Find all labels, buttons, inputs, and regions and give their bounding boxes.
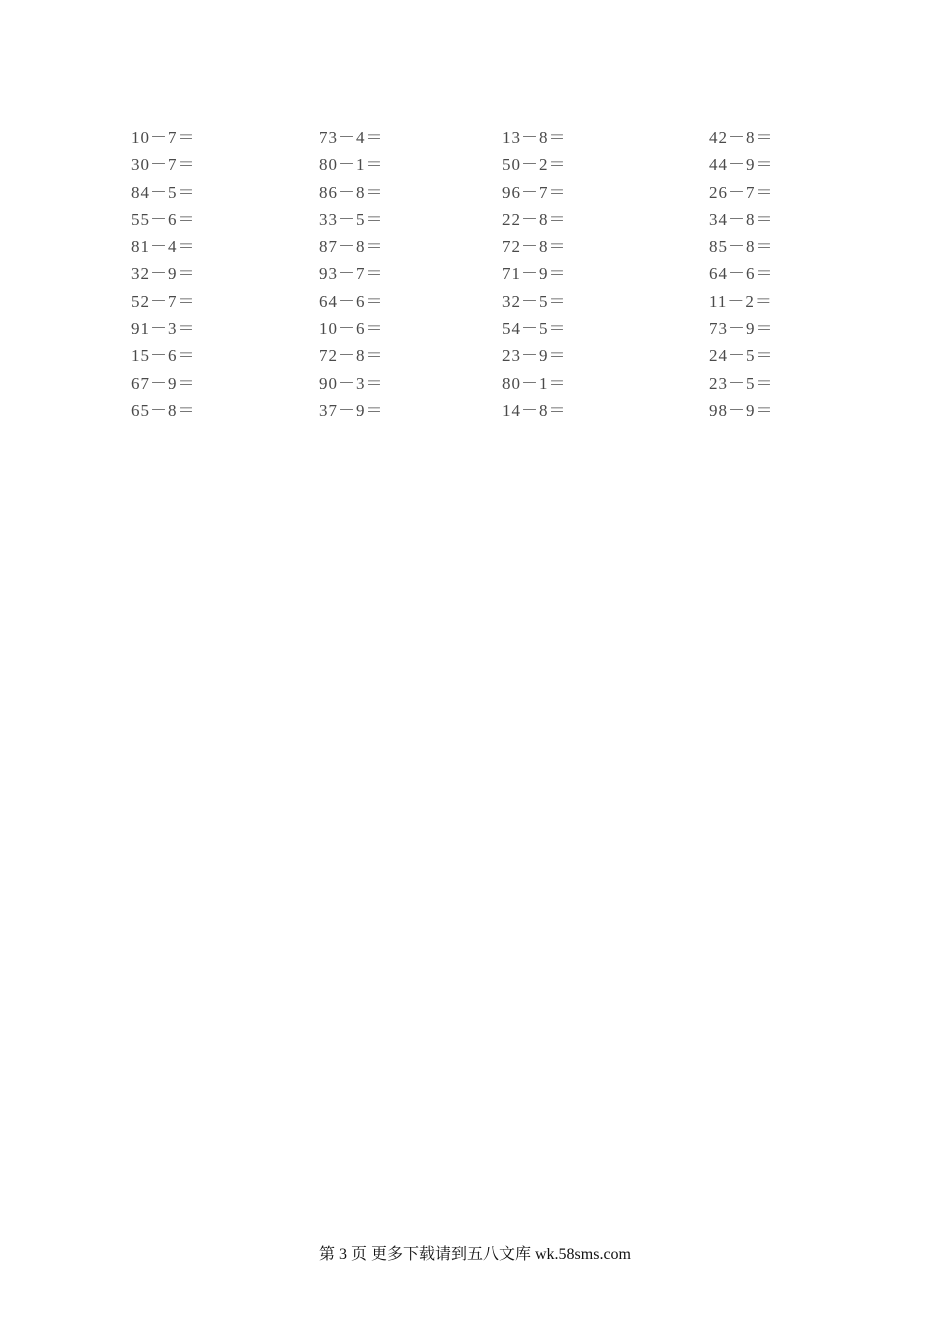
problem: 64－6＝: [319, 291, 384, 311]
problem: 86－8＝: [319, 182, 384, 202]
problem-row: [0, 206, 950, 233]
problem: 37－9＝: [319, 400, 384, 420]
problem-row: [0, 151, 950, 178]
problem: 80－1＝: [502, 373, 567, 393]
problem: 23－9＝: [502, 346, 567, 366]
problem: 15－6＝: [131, 346, 196, 366]
problem: 10－6＝: [319, 319, 384, 339]
problem: 22－8＝: [502, 209, 567, 229]
problem-row: [0, 370, 950, 397]
problem: 30－7＝: [131, 155, 196, 175]
problem: 80－1＝: [319, 155, 384, 175]
problem: 14－8＝: [502, 400, 567, 420]
problem: 24－5＝: [709, 346, 774, 366]
problem: 55－6＝: [131, 209, 196, 229]
problem-row: [0, 315, 950, 342]
problem: 33－5＝: [319, 209, 384, 229]
problem: 72－8＝: [502, 237, 567, 257]
problem: 50－2＝: [502, 155, 567, 175]
problem-row: [0, 342, 950, 369]
problem: 73－9＝: [709, 319, 774, 339]
problem: 10－7＝: [131, 128, 196, 147]
subtraction-worksheet: [0, 124, 950, 424]
problem-row: [0, 179, 950, 206]
problem: 98－9＝: [709, 400, 774, 420]
problem-row: [0, 288, 950, 315]
problem-row: [0, 397, 950, 424]
problem: 65－8＝: [131, 400, 196, 420]
problem-row: [0, 233, 950, 260]
problem: 23－5＝: [709, 373, 774, 393]
problem: 72－8＝: [319, 346, 384, 366]
problem: 13－8＝: [502, 128, 567, 147]
problem: 34－8＝: [709, 209, 774, 229]
page-footer: 第 3 页 更多下载请到五八文库 wk.58sms.com: [318, 1246, 631, 1263]
problem: 67－9＝: [131, 373, 196, 393]
problem: 52－7＝: [131, 291, 196, 311]
problem: 96－7＝: [502, 182, 567, 202]
problem: 32－5＝: [502, 291, 567, 311]
problem: 81－4＝: [131, 237, 196, 257]
problem: 73－4＝: [319, 128, 384, 147]
problem: 90－3＝: [319, 373, 384, 393]
problem-row: [0, 260, 950, 287]
problem: 11－2＝: [709, 291, 773, 311]
problem: 64－6＝: [709, 264, 774, 284]
problem: 93－7＝: [319, 264, 384, 284]
problem: 26－7＝: [709, 182, 774, 202]
problem: 85－8＝: [709, 237, 774, 257]
problem: 54－5＝: [502, 319, 567, 339]
problem: 84－5＝: [131, 182, 196, 202]
problem: 71－9＝: [502, 264, 567, 284]
problem: 32－9＝: [131, 264, 196, 284]
problem: 87－8＝: [319, 237, 384, 257]
problem: 44－9＝: [709, 155, 774, 175]
problem: 42－8＝: [709, 128, 774, 147]
problem-row: [0, 124, 950, 151]
problem: 91－3＝: [131, 319, 196, 339]
